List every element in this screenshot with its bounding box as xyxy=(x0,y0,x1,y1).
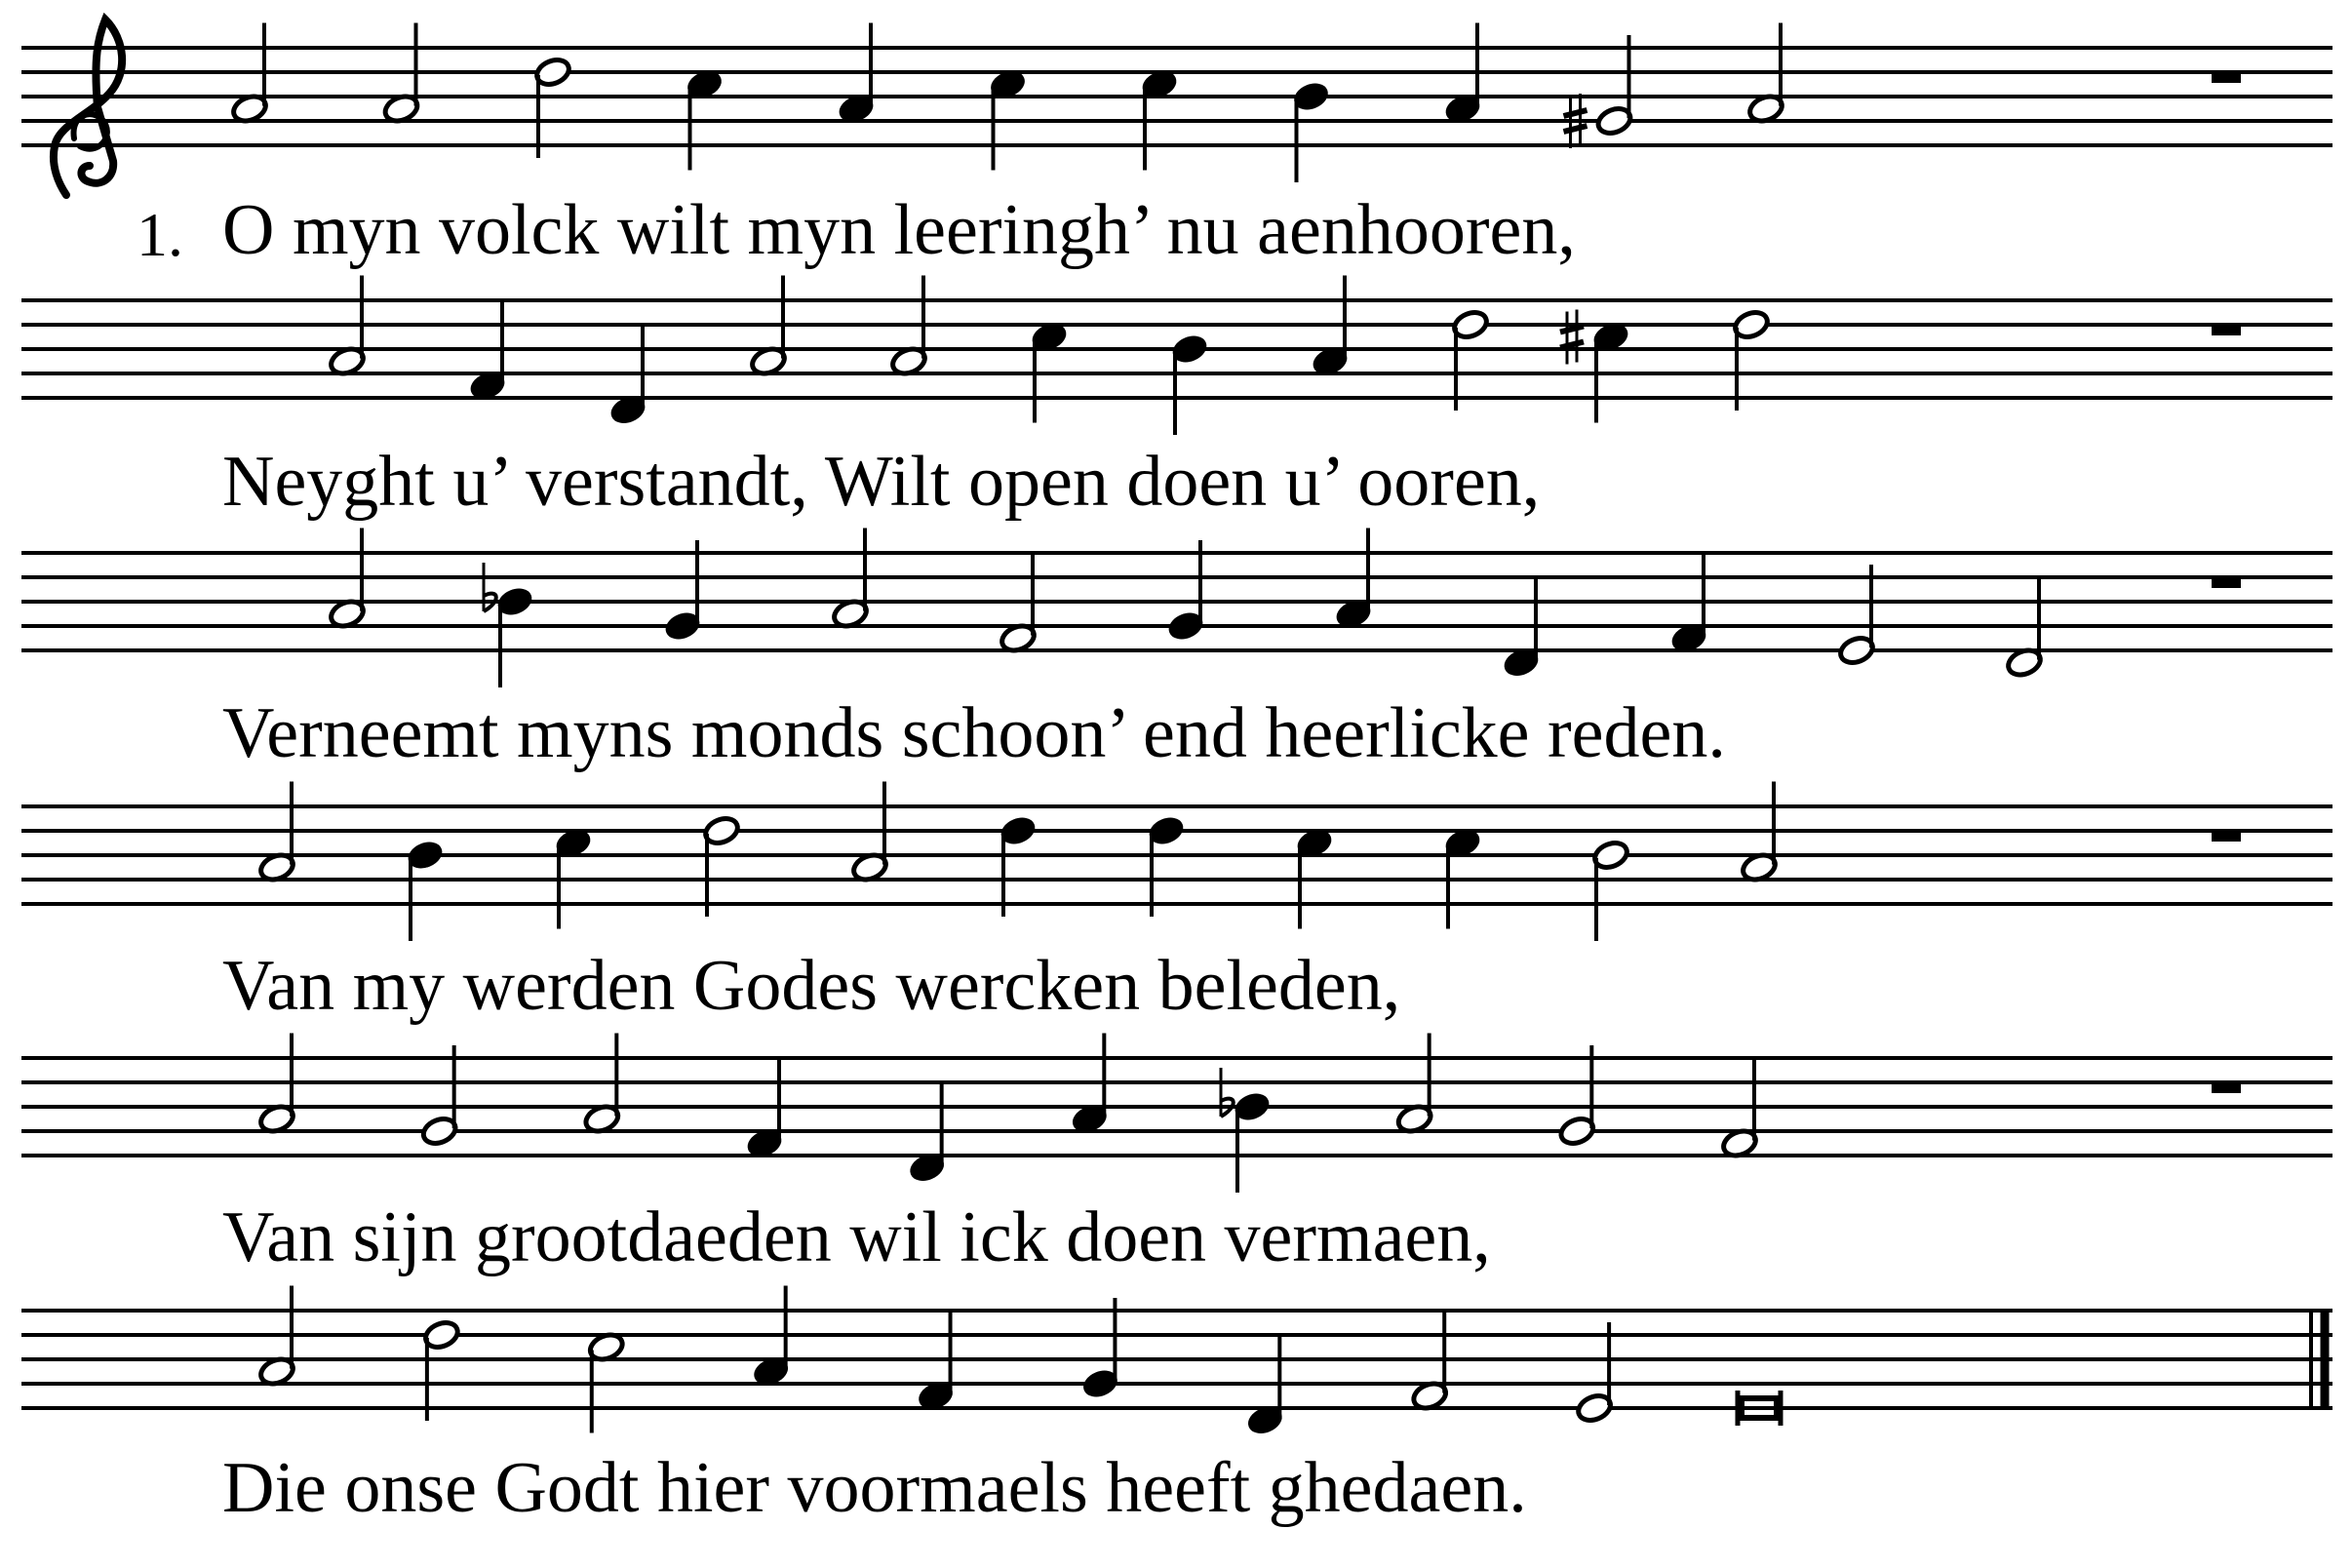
rest-icon xyxy=(2212,829,2241,842)
note xyxy=(1575,1322,1614,1425)
note xyxy=(889,276,928,378)
note xyxy=(257,1286,296,1389)
note xyxy=(608,325,647,427)
note xyxy=(582,1034,621,1136)
note xyxy=(1563,35,1633,148)
rest-icon xyxy=(2212,323,2241,335)
note xyxy=(745,1058,784,1160)
note xyxy=(533,56,572,158)
note xyxy=(1140,67,1179,170)
flat-icon xyxy=(484,563,496,611)
note xyxy=(1295,826,1334,928)
note xyxy=(1291,80,1330,182)
flat-icon xyxy=(1221,1068,1234,1117)
note xyxy=(1443,826,1482,928)
note xyxy=(988,67,1027,170)
note xyxy=(381,23,420,126)
note xyxy=(1502,577,1541,680)
note xyxy=(1070,1034,1109,1136)
note xyxy=(554,826,593,928)
lyric-line-6: Die onse Godt hier voormaels heeft ghedaen. xyxy=(222,1448,1527,1528)
note xyxy=(1170,333,1209,435)
rest-icon xyxy=(2212,1080,2241,1093)
staff xyxy=(21,1286,2332,1437)
note xyxy=(1720,1058,1759,1160)
note xyxy=(916,1311,955,1413)
note xyxy=(908,1082,947,1185)
note xyxy=(1732,308,1771,411)
note xyxy=(328,276,367,378)
note xyxy=(422,1318,461,1421)
note xyxy=(1740,782,1779,884)
lyric-line-4: Van my werden Godes wercken beleden, xyxy=(222,946,1401,1026)
note xyxy=(1746,23,1785,126)
note xyxy=(749,276,788,378)
note xyxy=(2005,577,2044,680)
note xyxy=(837,23,876,126)
note xyxy=(1311,276,1350,378)
note xyxy=(1245,1335,1284,1437)
note xyxy=(1166,540,1205,643)
staff xyxy=(21,782,2332,942)
note xyxy=(685,67,724,170)
note xyxy=(420,1045,459,1148)
note xyxy=(1557,1045,1596,1148)
note xyxy=(1443,23,1482,126)
note xyxy=(257,782,296,884)
note xyxy=(468,300,507,403)
note xyxy=(1837,565,1876,667)
note xyxy=(850,782,889,884)
note xyxy=(1395,1034,1434,1136)
note xyxy=(257,1034,296,1136)
note xyxy=(1451,308,1490,411)
rest-icon xyxy=(2212,70,2241,83)
note xyxy=(1030,320,1069,422)
staff xyxy=(21,276,2332,436)
note xyxy=(999,814,1038,917)
note xyxy=(831,529,870,631)
staff xyxy=(21,529,2332,688)
note xyxy=(1080,1298,1119,1400)
verse-number: 1. xyxy=(137,200,183,269)
lyric-line-2: Neyght u’ verstandt, Wilt open doen u’ ooren, xyxy=(222,442,1541,522)
note xyxy=(702,814,741,917)
staff xyxy=(21,23,2332,183)
note xyxy=(230,23,269,126)
note xyxy=(587,1330,626,1432)
note xyxy=(1147,814,1186,917)
note xyxy=(1410,1311,1449,1413)
lyric-line-1: O myn volck wilt myn leeringh’ nu aenhooren, xyxy=(222,190,1576,270)
sharp-icon xyxy=(1560,310,1584,365)
note xyxy=(752,1286,791,1389)
rest-icon xyxy=(2212,575,2241,588)
note xyxy=(999,553,1038,655)
note xyxy=(1334,529,1373,631)
staff xyxy=(21,1034,2332,1194)
note xyxy=(1591,839,1630,941)
note xyxy=(406,839,445,941)
lyric-line-5: Van sijn grootdaeden wil ick doen vermaen, xyxy=(222,1197,1491,1277)
lyric-line-3: Verneemt myns monds schoon’ end heerlicke reden. xyxy=(222,693,1726,773)
note xyxy=(1669,553,1708,655)
note xyxy=(663,540,702,643)
note xyxy=(328,529,367,631)
